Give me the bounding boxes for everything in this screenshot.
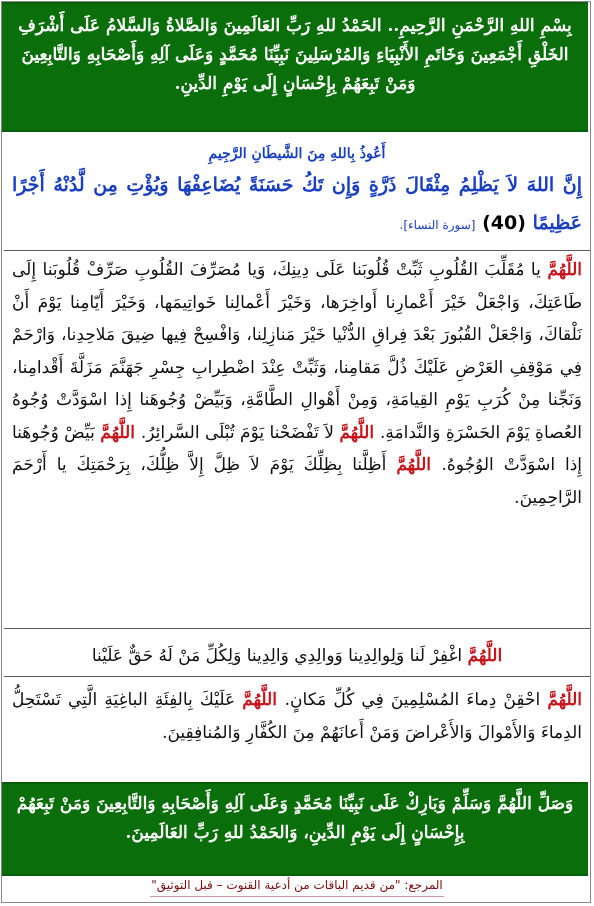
reference-label: المرجع: [404,878,443,892]
allahumma-word: اللَّهُمَّ [242,690,285,710]
closing-salawat-box [2,782,588,876]
allahumma-word: اللَّهُمَّ [547,690,583,710]
surah-reference: [سورة النساء]. [399,218,476,232]
source-reference [0,878,594,892]
allahumma-word: اللَّهُمَّ [339,422,380,443]
divider [4,250,590,251]
verse-text: إِنَّ اللهَ لاَ يَظْلِمُ مِثْقَالَ ذَرَّةٍ وَإِن تَكُ حَسَنَةً يُضَاعِفْهَا وَيُؤْتِ مِن لَّدُنْهُ أَجْرًا عَظِيمًا [12,174,582,234]
opening-praise-box [2,2,588,132]
supplication-text: يا مُقَلِّبَ القُلُوبِ ثَبِّتْ قُلُوبَنا عَلَى دِينِكَ، وَيا مُصَرِّفَ القُلُوبِ صَرِّفْ قُلُوبَنا إِلَى طَاعَتِكَ، وَاجْعَلْ خَيْرَ أَعْمارِنا أَواخِرَها، وَخَيْرَ أَعْمالِنا خَواتِيمَها، وَخَيْرَ أَيّامِنا يَوْمَ أَنْ نَلْقاكَ، وَاجْعَلْ القُبُورَ بَعْدَ فِراقِ الدُّنْيا خَيْرَ مَنازِلِنا، وَافْسِحْ فِيها ضِيقَ مَلاحِدِنا، وَارْحَمْ فِي مَوْقِفِ العَرْضِ عَلَيْكَ ذُلَّ مَقامِنا، وَثَبِّتْ عِنْدَ اضْطِرابِ جِسْرِ جَهَنَّمَ مَزَلَّةَ أَقْدامِنا، وَنَجِّنا مِنْ كُرَبِ يَوْمِ القِيامَةِ، وَمِنْ أَهْوالِ الطَّامَّةِ، وَبَيِّضْ وُجُوهَنا إِذا اسْوَدَّتْ وُجُوهُ العُصاةِ يَوْمَ الحَسْرَةِ وَالنَّدامَةِ. [12,260,582,443]
quran-verse [12,166,582,244]
divider [4,676,590,677]
main-supplication [12,254,582,514]
allahumma-word: اللَّهُمَّ [396,455,442,475]
isti-adha-line: أَعُوذُ بِاللهِ مِنَ الشَّيطَانِ الرَّجِيمِ [208,146,386,162]
supplication-text: اغْفِرْ لَنا وَلِوالِدِينا وَوالِدِي وَالِدِينا وَلِكُلِّ مَنْ لَهُ حَقٌّ عَلَيْنا [91,646,468,666]
forgiveness-supplication [12,640,582,673]
opening-praise-text: بِسْمِ اللهِ الرَّحْمَنِ الرَّحِيمِ.. الحَمْدُ للهِ رَبِّ العَالَمِينَ وَالصَّلاةُ وَالسَّلامُ عَلَى أَشْرَفِ الخَلْقِ أَجْمَعِينَ وَخَاتَمِ الأَنْبِيَاءِ وَالمُرْسَلِينَ نَبِيِّنَا مُحَمَّدٍ وَعَلَى آلِهِ وَأَصْحَابِهِ وَالتَّابِعِينَ وَمَنْ تَبِعَهُمْ بِإِحْسَانٍ إِلَى يَوْمِ الدِّينِ. [18,16,572,94]
divider [4,628,590,629]
verse-number: (40) [482,212,526,234]
reference-source: "من قديم الباقات من أدعية القنوت – قبل التوثيق" [151,878,405,892]
protection-supplication [12,684,582,750]
supplication-text: لاَ تَفْضَحْنا يَوْمَ تُبْلَى السَّرائِرُ. [140,422,340,443]
allahumma-word: اللَّهُمَّ [100,422,141,443]
supplication-text: احْقِنْ دِماءَ المُسْلِمِينَ فِي كُلِّ مَكانٍ. [284,690,548,710]
supplication-text: بَيِّضْ وُجُوهَنا إِذا اسْوَدَّتْ الوُجُوهُ. [12,422,582,475]
reference-underline [150,896,444,897]
allahumma-word: اللَّهُمَّ [467,646,503,666]
supplication-text: أَظِلَّنا بِظِلِّكَ يَوْمَ لاَ ظِلَّ إِلاَّ ظِلُّكَ، بِرَحْمَتِكَ يا أَرْحَمَ الرَّاحِمِينَ. [12,455,582,508]
closing-salawat-text: وَصَلِّ اللَّهُمَّ وَسَلِّمْ وَبَارِكْ عَلَى نَبِيِّنَا مُحَمَّدٍ وَعَلَى آلِهِ وَأَصْحَابِهِ وَالتَّابِعِينَ وَمَنْ تَبِعَهُمْ بِإِحْسَانٍ إِلَى يَوْمِ الدِّينِ، وَالحَمْدُ للهِ رَبِّ العَالَمِينَ. [16,794,574,843]
supplication-text: عَلَيْكَ بِالفِئَةِ الباغِيَةِ الَّتِي تَسْتَحِلُّ الدِماءَ وَالأَمْوالَ وَالأَعْراضَ وَمَنْ أَعانَهُمْ مِنَ الكُفَّارِ وَالمُنافِقِينَ. [12,690,582,743]
allahumma-word: اللَّهُمَّ [547,260,582,280]
